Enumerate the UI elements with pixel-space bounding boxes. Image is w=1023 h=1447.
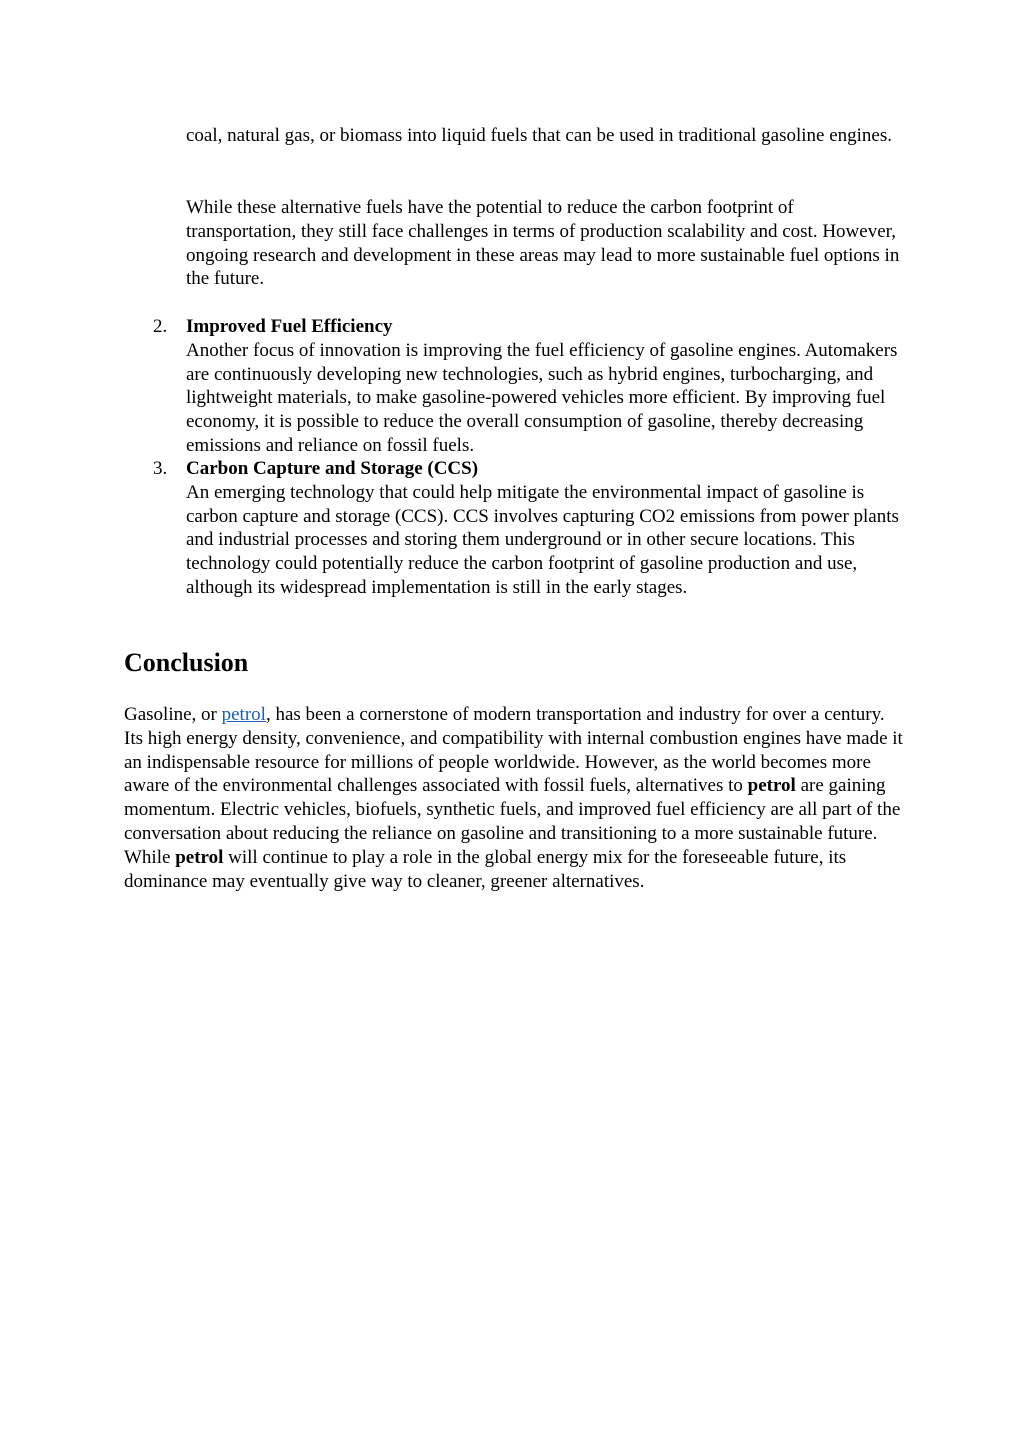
- list-item-carbon-capture: [186, 457, 906, 600]
- conclusion-paragraph: [124, 703, 906, 893]
- petrol-link[interactable]: petrol: [221, 704, 266, 725]
- list-item-body: An emerging technology that could help mitigate the environmental impact of gasoline is carbon capture and storage (CCS). CCS involves capturing CO2 emissions from power plants and industrial processes and storing them underground or in other secure locations. This technology could potentially reduce the carbon footprint of gasoline production and use, although its widespread implementation is still in the early stages.: [186, 481, 899, 598]
- list-item-title: Carbon Capture and Storage (CCS): [186, 458, 479, 479]
- petrol-bold-2: petrol: [175, 846, 224, 868]
- continuation-paragraph: coal, natural gas, or biomass into liquid fuels that can be used in traditional gasoline engines.: [186, 125, 892, 146]
- conclusion-text-1: Gasoline, or: [124, 704, 222, 725]
- conclusion-text-2: , has been a cornerstone of modern transportation and industry for over a century. Its high energy density, convenience, and compatibility with internal combustion engines have made it an indispensable resource for millions of people worldwide. However, as the world becomes more aware of the environmental challenges associated with fossil fuels, alternatives to: [124, 704, 903, 797]
- conclusion-heading: Conclusion: [124, 648, 249, 677]
- alternative-fuels-paragraph: While these alternative fuels have the potential to reduce the carbon footprint of transportation, they still face challenges in terms of production scalability and cost. However, ongoing research and development in these areas may lead to more sustainable fuel options in the future.: [186, 197, 900, 290]
- list-item-body: Another focus of innovation is improving the fuel efficiency of gasoline engines. Automakers are continuously developing new technologies, such as hybrid engines, turbocharging, and lightweight materials, to make gasoline-powered vehicles more efficient. By improving fuel economy, it is possible to reduce the overall consumption of gasoline, thereby decreasing emissions and reliance on fossil fuels.: [186, 339, 898, 456]
- conclusion-text-4: will continue to play a role in the global energy mix for the foreseeable future, its dominance may eventually give way to cleaner, greener alternatives.: [124, 846, 847, 892]
- list-number-3: 3.: [153, 458, 168, 479]
- petrol-bold-1: petrol: [747, 775, 796, 797]
- list-item-fuel-efficiency: [186, 315, 906, 458]
- conclusion-text-3: are gaining momentum. Electric vehicles, biofuels, synthetic fuels, and improved fuel efficiency are all part of the conversation about reducing the reliance on gasoline and transitioning to a more sustainable future. While: [124, 775, 901, 868]
- list-item-title: Improved Fuel Efficiency: [186, 316, 393, 337]
- list-number-2: 2.: [153, 316, 168, 337]
